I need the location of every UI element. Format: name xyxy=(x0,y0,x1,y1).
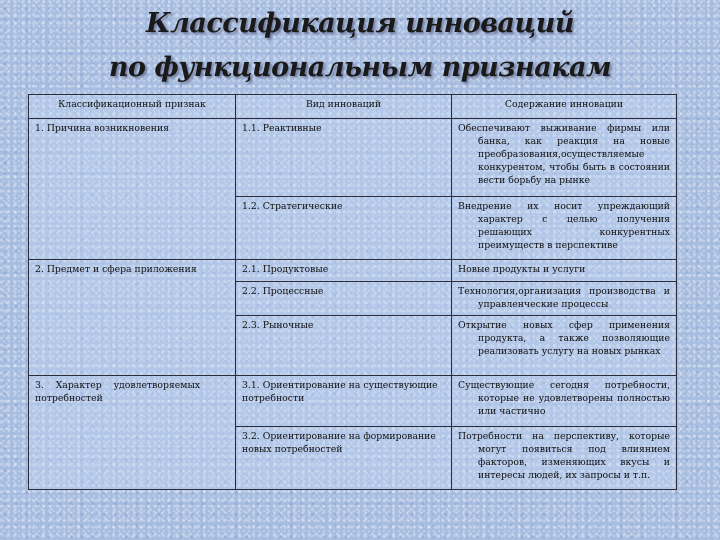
table-row xyxy=(29,260,677,282)
innovation-content-cell xyxy=(452,316,677,376)
innovation-type-cell: 1.1. Реактивные xyxy=(236,119,452,197)
content-text: Внедрение их носит упреждающий характер с целью получения решающих конкурентных преимуществ в перспективе xyxy=(458,201,670,251)
slide-title-line-2: по функциональным признакам xyxy=(108,52,612,83)
content-text: Существующие сегодня потребности, которые не удовлетворены полностью или частично xyxy=(458,380,670,417)
criterion-text: 3. Характер удовлетворяемых потребностей xyxy=(35,380,204,404)
innovation-content-cell xyxy=(452,260,677,282)
header-innovation-type: Вид инноваций xyxy=(236,95,452,119)
innovation-content-cell xyxy=(452,119,677,197)
innovation-type-cell: 3.2. Ориентирование на формирование новых потребностей xyxy=(236,427,452,490)
table-row xyxy=(29,376,677,427)
header-criterion: Классификационный признак xyxy=(29,95,236,119)
innovation-content-cell xyxy=(452,427,677,490)
criterion-cell: 2. Предмет и сфера приложения xyxy=(29,260,236,376)
slide-title xyxy=(0,2,720,90)
innovation-content-cell xyxy=(452,282,677,316)
content-text: Новые продукты и услуги xyxy=(458,264,586,275)
content-text: Технология,организация производства и управленческие процессы xyxy=(458,286,670,310)
content-text: Открытие новых сфер применения продукта, а также позволяющие реализовать услугу на новых рынках xyxy=(458,320,670,357)
innovation-type-cell: 2.3. Рыночные xyxy=(236,316,452,376)
criterion-cell: 1. Причина возникновения xyxy=(29,119,236,260)
content-text: Обеспечивают выживание фирмы или банка, как реакция на новые преобразования,осуществляемые конкурентом, чтобы быть в состоянии вести борьбу на рынке xyxy=(458,123,670,186)
classification-table xyxy=(28,94,677,490)
innovation-type-cell: 2.2. Процессные xyxy=(236,282,452,316)
table-row xyxy=(29,119,677,197)
innovation-content-cell xyxy=(452,197,677,260)
criterion-cell xyxy=(29,376,236,490)
innovation-content-cell xyxy=(452,376,677,427)
header-innovation-content: Содержание инновации xyxy=(452,95,677,119)
innovation-type-cell: 2.1. Продуктовые xyxy=(236,260,452,282)
slide-title-line-1: Классификация инноваций xyxy=(146,8,574,39)
table-header-row xyxy=(29,95,677,119)
innovation-type-cell: 3.1. Ориентирование на существующие потребности xyxy=(236,376,452,427)
innovation-type-cell: 1.2. Стратегические xyxy=(236,197,452,260)
content-text: Потребности на перспективу, которые могут появиться под влиянием факторов, изменяющих вкусы и интересы людей, их запросы и т.п. xyxy=(458,431,670,481)
